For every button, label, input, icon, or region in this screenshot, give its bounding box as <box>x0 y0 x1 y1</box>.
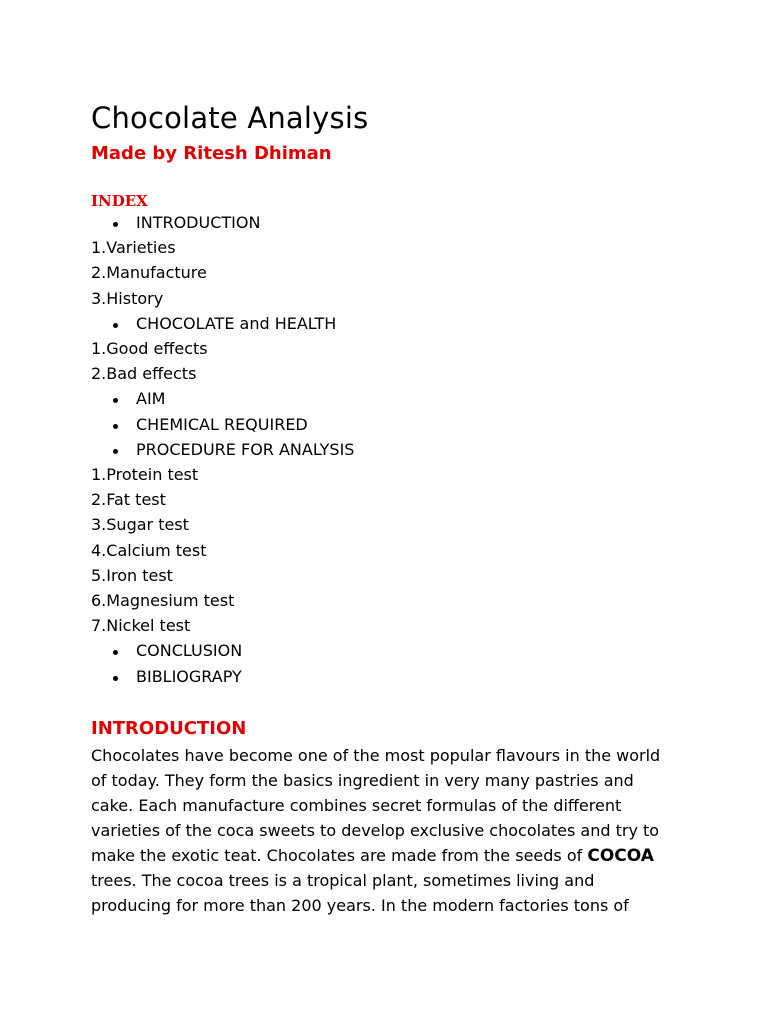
paragraph-line <box>91 743 691 768</box>
toc-subitem: 1.Good effects <box>91 339 208 358</box>
bullet-icon <box>113 449 118 454</box>
bullet-icon <box>113 650 118 655</box>
paragraph-line <box>91 768 691 793</box>
author-byline: Made by Ritesh Dhiman <box>91 143 332 164</box>
toc-subitem: 2.Manufacture <box>91 263 207 283</box>
paragraph-line <box>91 793 691 818</box>
paragraph-text: trees. The cocoa trees is a tropical plant, sometimes living and <box>91 871 595 890</box>
bullet-icon <box>113 424 118 429</box>
index-heading: INDEX <box>91 192 148 210</box>
toc-section-item: CHOCOLATE and HEALTH <box>136 313 337 333</box>
paragraph-line <box>91 868 691 893</box>
paragraph-text: producing for more than 200 years. In the modern factories tons of <box>91 896 629 915</box>
toc-subitem: 6.Magnesium test <box>91 591 235 610</box>
introduction-heading: INTRODUCTION <box>91 718 247 739</box>
introduction-paragraph <box>91 743 691 918</box>
paragraph-text: cake. Each manufacture combines secret formulas of the different <box>91 796 622 815</box>
paragraph-text: Chocolates have become one of the most popular flavours in the world <box>91 746 661 765</box>
toc-section-item: CONCLUSION <box>136 641 243 661</box>
bullet-icon <box>113 323 118 328</box>
emphasized-term: COCOA <box>587 846 654 866</box>
bullet-icon <box>113 676 118 681</box>
paragraph-text: varieties of the coca sweets to develop exclusive chocolates and try to <box>91 821 660 840</box>
toc-section-item: CHEMICAL REQUIRED <box>136 414 308 434</box>
toc-subitem: 3.Sugar test <box>91 515 189 535</box>
toc-subitem: 1.Varieties <box>91 238 176 258</box>
paragraph-line <box>91 818 691 843</box>
toc-subitem: 2.Fat test <box>91 490 166 510</box>
toc-subitem: 3.History <box>91 288 164 308</box>
paragraph-line <box>91 893 691 918</box>
bullet-icon <box>113 398 118 403</box>
toc-subitem: 1.Protein test <box>91 465 199 484</box>
document-title: Chocolate Analysis <box>91 101 369 135</box>
toc-section-item: BIBLIOGRAPY <box>136 666 242 686</box>
toc-section-item: INTRODUCTION <box>136 213 261 232</box>
toc-subitem: 7.Nickel test <box>91 616 191 636</box>
paragraph-text: of today. They form the basics ingredient in very many pastries and <box>91 771 634 790</box>
paragraph-line <box>91 843 691 868</box>
paragraph-text: make the exotic teat. Chocolates are made from the seeds of <box>91 846 588 865</box>
toc-subitem: 5.Iron test <box>91 565 173 585</box>
toc-subitem: 2.Bad effects <box>91 364 197 384</box>
toc-section-item: PROCEDURE FOR ANALYSIS <box>136 439 355 459</box>
toc-section-item: AIM <box>136 389 166 409</box>
bullet-icon <box>113 222 118 227</box>
toc-subitem: 4.Calcium test <box>91 540 207 560</box>
